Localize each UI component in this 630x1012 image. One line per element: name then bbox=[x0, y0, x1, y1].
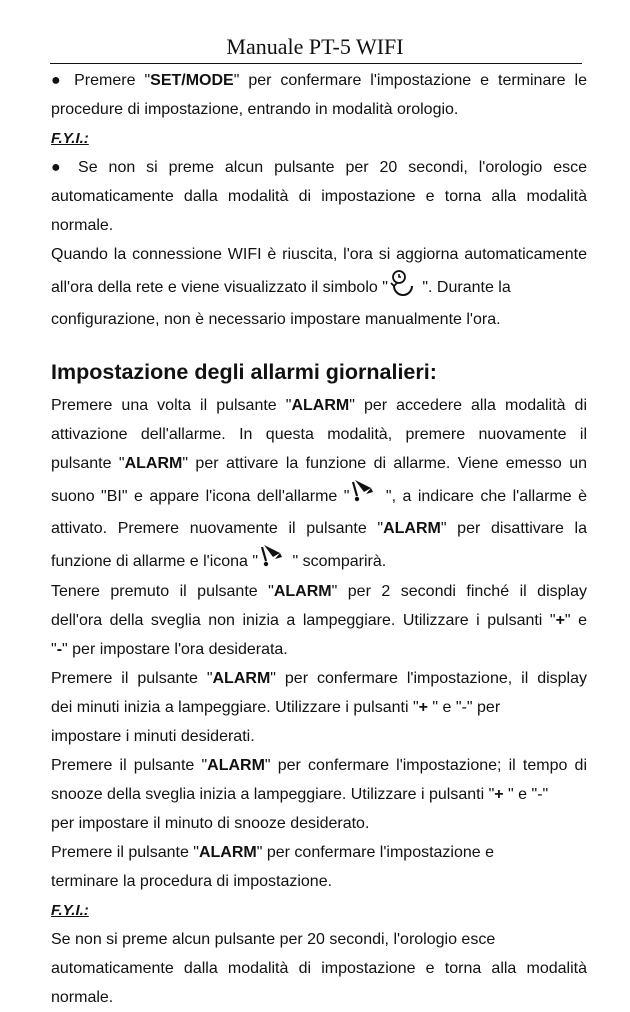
alarm-bell-icon bbox=[349, 478, 379, 504]
paragraph-line: impostare i minuti desiderati. bbox=[51, 728, 255, 745]
paragraph-line: pulsante "ALARM" per attivare la funzione di allarme. Viene emesso un bbox=[51, 455, 587, 472]
paragraph-line: dell'ora della sveglia non inizia a lampeggiare. Utilizzare i pulsanti "+" e bbox=[51, 612, 587, 629]
paragraph-line: ● Se non si preme alcun pulsante per 20 secondi, l'orologio esce bbox=[51, 159, 587, 176]
paragraph-line: Tenere premuto il pulsante "ALARM" per 2 secondi finché il display bbox=[51, 583, 587, 600]
paragraph-line: suono "BI" e appare l'icona dell'allarme " ", a indicare che l'allarme è bbox=[51, 478, 587, 514]
page-title: Manuale PT-5 WIFI bbox=[226, 34, 404, 59]
paragraph-line: snooze della sveglia inizia a lampeggiare. Utilizzare i pulsanti "+ " e "-" bbox=[51, 786, 549, 803]
paragraph-line: funzione di allarme e l'icona " " scomparirà. bbox=[51, 543, 587, 577]
alarm-bell-icon bbox=[258, 543, 288, 569]
paragraph-line: automaticamente dalla modalità di impostazione e torna alla modalità bbox=[51, 188, 587, 205]
fyi-label: F.Y.I.: bbox=[51, 902, 89, 919]
paragraph-line: ● Premere "SET/MODE" per confermare l'impostazione e terminare le bbox=[51, 72, 587, 89]
paragraph-line: Premere una volta il pulsante "ALARM" per accedere alla modalità di bbox=[51, 397, 588, 414]
paragraph-line: normale. bbox=[51, 989, 114, 1006]
fyi-label: F.Y.I.: bbox=[51, 130, 89, 147]
paragraph-line: terminare la procedura di impostazione. bbox=[51, 873, 333, 890]
document-body bbox=[51, 66, 587, 1012]
paragraph-line: all'ora della rete e viene visualizzato il simbolo " ". Durante la bbox=[51, 269, 587, 305]
paragraph-line: Se non si preme alcun pulsante per 20 secondi, l'orologio esce bbox=[51, 931, 496, 948]
section-heading: Impostazione degli allarmi giornalieri: bbox=[51, 360, 437, 384]
paragraph-line: procedure di impostazione, entrando in modalità orologio. bbox=[51, 101, 459, 118]
wifi-sync-clock-icon bbox=[388, 269, 418, 295]
paragraph-line: Premere il pulsante "ALARM" per confermare l'impostazione; il tempo di bbox=[51, 757, 587, 774]
paragraph-line: Quando la connessione WIFI è riuscita, l'ora si aggiorna automaticamente bbox=[51, 246, 587, 263]
paragraph-line: attivazione dell'allarme. In questa modalità, premere nuovamente il bbox=[51, 426, 587, 443]
paragraph-line: attivato. Premere nuovamente il pulsante "ALARM" per disattivare la bbox=[51, 520, 588, 537]
paragraph-line: Premere il pulsante "ALARM" per confermare l'impostazione e bbox=[51, 844, 495, 861]
paragraph-line: Premere il pulsante "ALARM" per confermare l'impostazione, il display bbox=[51, 670, 587, 687]
header-rule bbox=[50, 63, 582, 64]
paragraph-line: automaticamente dalla modalità di impostazione e torna alla modalità bbox=[51, 960, 587, 977]
paragraph-line: per impostare il minuto di snooze desiderato. bbox=[51, 815, 370, 832]
paragraph-line: "-" per impostare l'ora desiderata. bbox=[51, 641, 288, 658]
paragraph-line: configurazione, non è necessario impostare manualmente l'ora. bbox=[51, 311, 501, 328]
paragraph-line: normale. bbox=[51, 217, 114, 234]
paragraph-line: dei minuti inizia a lampeggiare. Utilizzare i pulsanti "+ " e "-" per bbox=[51, 699, 501, 716]
